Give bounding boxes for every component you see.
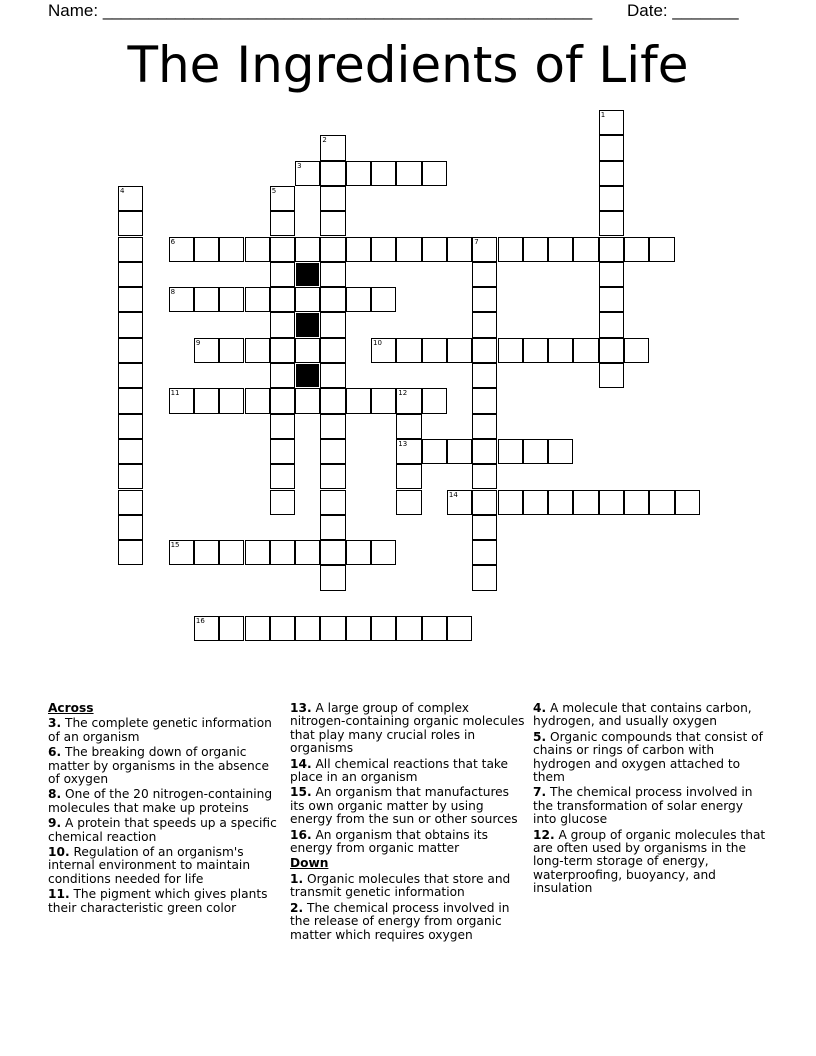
grid-cell[interactable] <box>118 414 143 439</box>
grid-cell[interactable] <box>472 515 497 540</box>
grid-cell[interactable] <box>447 439 472 464</box>
grid-cell[interactable] <box>194 616 219 641</box>
grid-cell[interactable] <box>219 338 244 363</box>
grid-cell[interactable] <box>320 237 345 262</box>
grid-cell[interactable] <box>498 237 523 262</box>
clue <box>290 758 526 785</box>
clue <box>290 786 526 826</box>
grid-cell[interactable] <box>599 312 624 337</box>
grid-cell[interactable] <box>599 237 624 262</box>
clue-number: 1 <box>600 111 606 119</box>
clue-text: An organism that manufactures its own organic matter by using energy from the sun or other sources <box>290 785 518 827</box>
grid-cell[interactable] <box>118 312 143 337</box>
clue <box>48 717 284 744</box>
grid-cell[interactable] <box>320 211 345 236</box>
grid-cell[interactable] <box>169 237 194 262</box>
grid-cell[interactable] <box>548 237 573 262</box>
grid-cell[interactable] <box>675 490 700 515</box>
grid-cell[interactable] <box>245 540 270 565</box>
grid-cell[interactable] <box>245 388 270 413</box>
clue-number: 3 <box>297 161 302 170</box>
grid-cell[interactable] <box>649 490 674 515</box>
grid-cell[interactable] <box>498 439 523 464</box>
grid-cell[interactable] <box>599 135 624 160</box>
grid-cell[interactable] <box>270 312 295 337</box>
grid-cell[interactable] <box>320 439 345 464</box>
grid-cell[interactable] <box>422 616 447 641</box>
clue <box>48 846 284 886</box>
grid-cell[interactable] <box>472 338 497 363</box>
clue-text: A group of organic molecules that are often used by organisms in the long-term storage of energy, waterproofing, buoyancy, and insulation <box>533 827 766 896</box>
clue <box>290 873 526 900</box>
grid-cell[interactable] <box>169 287 194 312</box>
clue-text: Organic molecules that store and transmit genetic information <box>290 871 511 900</box>
clue-text: An organism that obtains its energy from organic matter <box>290 827 488 856</box>
grid-cell[interactable] <box>346 287 371 312</box>
grid-cell[interactable] <box>472 439 497 464</box>
grid-cell[interactable] <box>245 338 270 363</box>
clue-number: 7. <box>533 785 547 800</box>
black-cell <box>295 312 320 337</box>
grid-cell[interactable] <box>320 540 345 565</box>
grid-cell[interactable] <box>599 338 624 363</box>
grid-cell[interactable] <box>320 135 345 160</box>
grid-cell[interactable] <box>599 287 624 312</box>
clue-text: Organic compounds that consist of chains or rings of carbon with hydrogen and oxygen attached to them <box>533 729 763 785</box>
clue-number: 15. <box>290 785 312 800</box>
clue-number: 2 <box>322 136 327 145</box>
grid-cell[interactable] <box>422 338 447 363</box>
date-line: _______ <box>672 1 739 20</box>
grid-cell[interactable] <box>599 490 624 515</box>
grid-cell[interactable] <box>320 616 345 641</box>
grid-cell[interactable] <box>219 540 244 565</box>
clue <box>48 817 284 844</box>
clue-text: A molecule that contains carbon, hydrogen, and usually oxygen <box>533 701 752 729</box>
black-cell <box>295 363 320 388</box>
grid-cell[interactable] <box>320 515 345 540</box>
grid-cell[interactable] <box>599 363 624 388</box>
grid-cell[interactable] <box>346 540 371 565</box>
date-label: Date: <box>627 1 668 20</box>
grid-cell[interactable] <box>320 186 345 211</box>
grid-cell[interactable] <box>624 237 649 262</box>
grid-cell[interactable] <box>599 262 624 287</box>
grid-cell[interactable] <box>118 186 143 211</box>
grid-cell[interactable] <box>498 338 523 363</box>
grid-cell[interactable] <box>245 616 270 641</box>
clue-text: The chemical process involved in the release of energy from organic matter which requires oxygen <box>290 900 510 942</box>
grid-cell[interactable] <box>169 388 194 413</box>
clue-number: 11. <box>48 887 70 902</box>
grid-cell[interactable] <box>270 363 295 388</box>
clue-text: Regulation of an organism's internal environment to maintain conditions needed for life <box>48 845 251 886</box>
clue-number: 8 <box>170 288 176 297</box>
clue-number: 14 <box>448 490 458 499</box>
grid-cell[interactable] <box>599 110 624 135</box>
grid-cell[interactable] <box>371 540 396 565</box>
grid-cell[interactable] <box>320 490 345 515</box>
clue-number: 10. <box>48 845 70 860</box>
clue-text: The chemical process involved in the transformation of solar energy into glucose <box>533 785 753 827</box>
grid-cell[interactable] <box>599 211 624 236</box>
clue-number: 11 <box>170 389 180 398</box>
clue-number: 6 <box>170 237 176 246</box>
clue-number: 4 <box>120 186 125 195</box>
grid-cell[interactable] <box>396 439 421 464</box>
grid-cell[interactable] <box>472 237 497 262</box>
clue-number: 13. <box>290 701 312 715</box>
grid-cell[interactable] <box>320 312 345 337</box>
grid-cell[interactable] <box>270 540 295 565</box>
clues-column-3 <box>533 702 769 898</box>
grid-cell[interactable] <box>194 237 219 262</box>
grid-cell[interactable] <box>169 540 194 565</box>
grid-cell[interactable] <box>573 490 598 515</box>
grid-cell[interactable] <box>118 515 143 540</box>
clue-number: 9 <box>195 338 201 347</box>
grid-cell[interactable] <box>270 616 295 641</box>
grid-cell[interactable] <box>320 388 345 413</box>
clue <box>533 702 769 729</box>
grid-cell[interactable] <box>270 237 295 262</box>
grid-cell[interactable] <box>649 237 674 262</box>
clue-text: All chemical reactions that take place in an organism <box>290 756 509 785</box>
grid-cell[interactable] <box>371 388 396 413</box>
grid-cell[interactable] <box>472 464 497 489</box>
grid-cell[interactable] <box>270 186 295 211</box>
grid-cell[interactable] <box>371 287 396 312</box>
clue <box>48 888 284 915</box>
black-cell <box>295 262 320 287</box>
grid-cell[interactable] <box>523 490 548 515</box>
grid-cell[interactable] <box>447 338 472 363</box>
grid-cell[interactable] <box>472 363 497 388</box>
clue-text: The complete genetic information of an organism <box>48 716 272 744</box>
grid-cell[interactable] <box>422 439 447 464</box>
grid-cell[interactable] <box>270 338 295 363</box>
grid-cell[interactable] <box>498 490 523 515</box>
grid-cell[interactable] <box>270 211 295 236</box>
grid-cell[interactable] <box>422 161 447 186</box>
grid-cell[interactable] <box>599 161 624 186</box>
grid-cell[interactable] <box>573 338 598 363</box>
grid-cell[interactable] <box>346 616 371 641</box>
grid-cell[interactable] <box>396 414 421 439</box>
clue-number: 4. <box>533 701 547 715</box>
name-field[interactable] <box>48 1 592 21</box>
grid-cell[interactable] <box>523 439 548 464</box>
grid-cell[interactable] <box>219 388 244 413</box>
clue <box>533 731 769 785</box>
grid-cell[interactable] <box>472 540 497 565</box>
clue-number: 9. <box>48 816 62 831</box>
clue-number: 8. <box>48 787 62 802</box>
grid-cell[interactable] <box>396 237 421 262</box>
clue-text: A protein that speeds up a specific chemical reaction <box>48 816 277 844</box>
clue <box>48 746 284 786</box>
grid-cell[interactable] <box>270 287 295 312</box>
grid-cell[interactable] <box>472 414 497 439</box>
grid-cell[interactable] <box>472 388 497 413</box>
clues-column-1 <box>48 702 284 917</box>
grid-cell[interactable] <box>472 312 497 337</box>
grid-cell[interactable] <box>194 540 219 565</box>
grid-cell[interactable] <box>295 388 320 413</box>
grid-cell[interactable] <box>270 414 295 439</box>
grid-cell[interactable] <box>295 540 320 565</box>
clue-number: 14. <box>290 756 312 771</box>
grid-cell[interactable] <box>548 490 573 515</box>
grid-cell[interactable] <box>396 388 421 413</box>
clue-number: 3. <box>48 716 62 731</box>
across-heading: Across <box>48 701 94 715</box>
grid-cell[interactable] <box>371 161 396 186</box>
grid-cell[interactable] <box>320 565 345 590</box>
grid-cell[interactable] <box>295 338 320 363</box>
grid-cell[interactable] <box>270 262 295 287</box>
grid-cell[interactable] <box>320 262 345 287</box>
grid-cell[interactable] <box>320 161 345 186</box>
grid-cell[interactable] <box>371 338 396 363</box>
clue <box>290 702 526 756</box>
grid-cell[interactable] <box>396 338 421 363</box>
grid-cell[interactable] <box>118 287 143 312</box>
grid-cell[interactable] <box>118 237 143 262</box>
grid-cell[interactable] <box>295 237 320 262</box>
clue-number: 15 <box>170 541 180 550</box>
grid-cell[interactable] <box>118 490 143 515</box>
grid-cell[interactable] <box>219 287 244 312</box>
grid-cell[interactable] <box>320 414 345 439</box>
grid-cell[interactable] <box>194 388 219 413</box>
clue-number: 5. <box>533 729 547 744</box>
grid-cell[interactable] <box>320 287 345 312</box>
grid-cell[interactable] <box>118 540 143 565</box>
clue-number: 6. <box>48 745 62 760</box>
grid-cell[interactable] <box>118 338 143 363</box>
grid-cell[interactable] <box>447 237 472 262</box>
grid-cell[interactable] <box>245 237 270 262</box>
grid-cell[interactable] <box>396 616 421 641</box>
clue-number: 13 <box>398 439 408 448</box>
clue-number: 7 <box>474 237 479 246</box>
grid-cell[interactable] <box>599 186 624 211</box>
grid-cell[interactable] <box>422 237 447 262</box>
grid-cell[interactable] <box>548 439 573 464</box>
grid-cell[interactable] <box>295 287 320 312</box>
grid-cell[interactable] <box>396 490 421 515</box>
grid-cell[interactable] <box>472 565 497 590</box>
grid-cell[interactable] <box>320 464 345 489</box>
clue-text: A large group of complex nitrogen-containing organic molecules that play many crucial roles in organisms <box>290 701 525 756</box>
clue-number: 1. <box>290 871 304 886</box>
clue <box>533 829 769 896</box>
clue-text: The pigment which gives plants their characteristic green color <box>48 887 268 915</box>
grid-cell[interactable] <box>219 237 244 262</box>
grid-cell[interactable] <box>194 338 219 363</box>
clue <box>290 902 526 942</box>
grid-cell[interactable] <box>118 262 143 287</box>
grid-cell[interactable] <box>118 211 143 236</box>
grid-cell[interactable] <box>548 338 573 363</box>
grid-cell[interactable] <box>371 616 396 641</box>
grid-cell[interactable] <box>472 287 497 312</box>
grid-cell[interactable] <box>371 237 396 262</box>
grid-cell[interactable] <box>346 388 371 413</box>
grid-cell[interactable] <box>118 388 143 413</box>
clue-number: 2. <box>290 900 304 915</box>
clue-number: 12 <box>398 389 408 398</box>
clues-column-2 <box>290 702 526 944</box>
name-label: Name: <box>48 1 99 20</box>
grid-cell[interactable] <box>118 464 143 489</box>
grid-cell[interactable] <box>320 363 345 388</box>
grid-cell[interactable] <box>346 161 371 186</box>
grid-cell[interactable] <box>624 490 649 515</box>
grid-cell[interactable] <box>219 616 244 641</box>
page-title: The Ingredients of Life <box>127 36 689 94</box>
grid-cell[interactable] <box>245 287 270 312</box>
grid-cell[interactable] <box>523 338 548 363</box>
grid-cell[interactable] <box>320 338 345 363</box>
grid-cell[interactable] <box>396 464 421 489</box>
clue <box>533 786 769 826</box>
grid-cell[interactable] <box>118 439 143 464</box>
grid-cell[interactable] <box>118 363 143 388</box>
clue <box>290 829 526 856</box>
clue-number: 12. <box>533 827 555 842</box>
grid-cell[interactable] <box>624 338 649 363</box>
down-heading: Down <box>290 856 329 871</box>
grid-cell[interactable] <box>194 287 219 312</box>
grid-cell[interactable] <box>523 237 548 262</box>
clue <box>48 788 284 815</box>
grid-cell[interactable] <box>346 237 371 262</box>
grid-cell[interactable] <box>447 490 472 515</box>
grid-cell[interactable] <box>573 237 598 262</box>
grid-cell[interactable] <box>396 161 421 186</box>
name-line: ______________________________________________________ <box>102 1 592 20</box>
grid-cell[interactable] <box>447 616 472 641</box>
grid-cell[interactable] <box>295 161 320 186</box>
date-field[interactable] <box>627 1 739 21</box>
grid-cell[interactable] <box>472 490 497 515</box>
clue-number: 16. <box>290 827 312 842</box>
clue-text: One of the 20 nitrogen-containing molecules that make up proteins <box>48 787 273 815</box>
grid-cell[interactable] <box>270 439 295 464</box>
grid-cell[interactable] <box>270 388 295 413</box>
clue-number: 10 <box>373 338 382 347</box>
grid-cell[interactable] <box>295 616 320 641</box>
grid-cell[interactable] <box>472 262 497 287</box>
grid-cell[interactable] <box>270 490 295 515</box>
clue-number: 16 <box>195 617 205 625</box>
grid-cell[interactable] <box>422 388 447 413</box>
clue-text: The breaking down of organic matter by organisms in the absence of oxygen <box>48 745 269 787</box>
grid-cell[interactable] <box>270 464 295 489</box>
clue-number: 5 <box>271 186 277 195</box>
